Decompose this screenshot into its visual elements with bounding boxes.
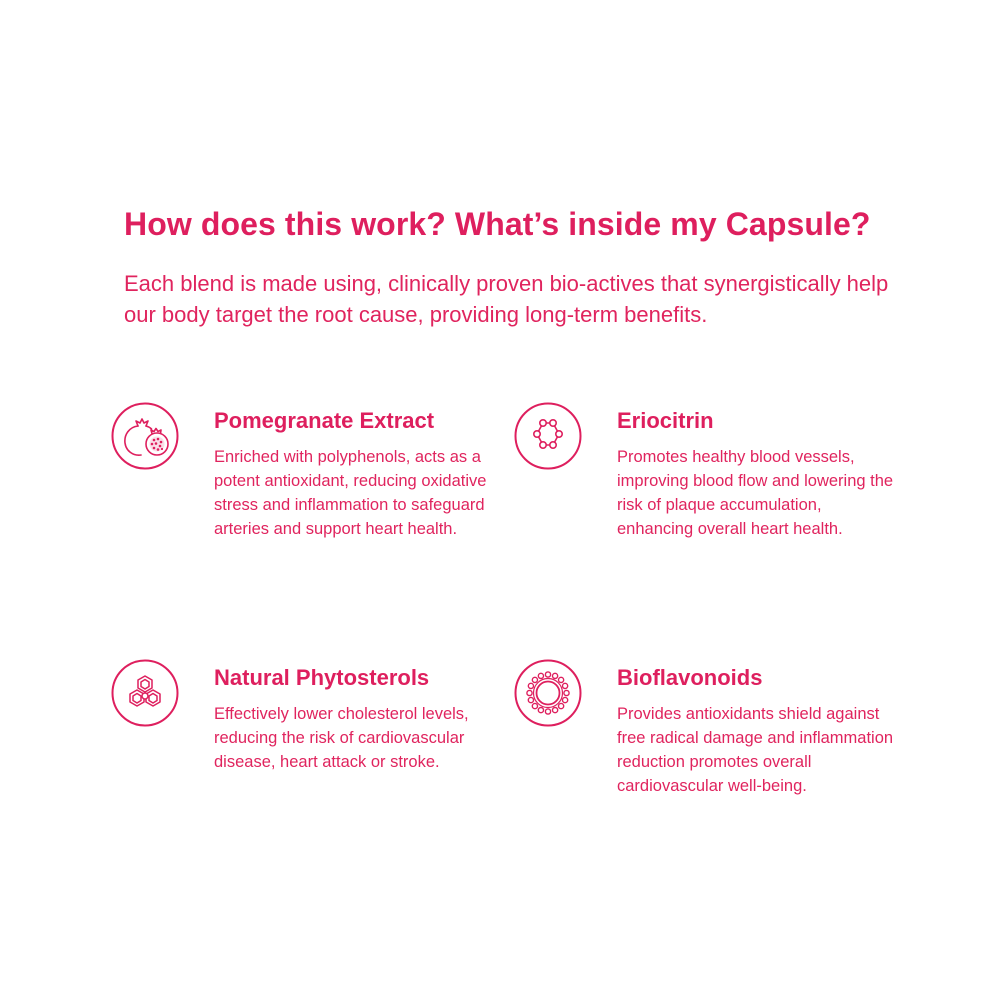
cell-dot [558, 677, 563, 682]
ingredient-title: Eriocitrin [617, 408, 714, 433]
hexagon-cluster-icon [111, 659, 179, 727]
cell-dot [545, 709, 550, 714]
cell-dot [552, 673, 557, 678]
ingredient-description: Enriched with polyphenols, acts as a potent antioxidant, reducing oxidative stress and inflammation to safeguard arteries and support heart health. [214, 448, 487, 538]
cell-dot [562, 697, 567, 702]
cell-dot [528, 697, 533, 702]
cell-dot [558, 703, 563, 708]
ingredient-title: Bioflavonoids [617, 665, 763, 690]
cell-dot [532, 677, 537, 682]
page-subtitle: Each blend is made using, clinically proven bio-actives that synergistically help our body target the root cause, providing long-term benefits. [124, 271, 889, 327]
ingredient-description: Promotes healthy blood vessels, improving blood flow and lowering the risk of plaque accumulation, enhancing overall heart health. [617, 448, 894, 538]
cell-dot [545, 672, 550, 677]
page-title: How does this work? What’s inside my Capsule? [124, 206, 871, 242]
cell-dot [527, 690, 532, 695]
cell-dot [552, 707, 557, 712]
ingredient-description: Effectively lower cholesterol levels, reducing the risk of cardiovascular disease, heart attack or stroke. [214, 705, 469, 771]
cell-dot [538, 673, 543, 678]
cell-dot [564, 690, 569, 695]
cell-dot [538, 707, 543, 712]
ingredient-title: Natural Phytosterols [214, 665, 430, 690]
molecule-ring-icon [514, 402, 582, 470]
cell-dot [528, 683, 533, 688]
cell-icon [514, 659, 582, 727]
cell-dot [562, 683, 567, 688]
cell-dot [532, 703, 537, 708]
pomegranate-icon [111, 402, 179, 470]
ingredient-description: Provides antioxidants shield against free radical damage and inflammation reduction promotes overall cardiovascular well-being. [617, 705, 894, 795]
ingredient-title: Pomegranate Extract [214, 408, 435, 433]
